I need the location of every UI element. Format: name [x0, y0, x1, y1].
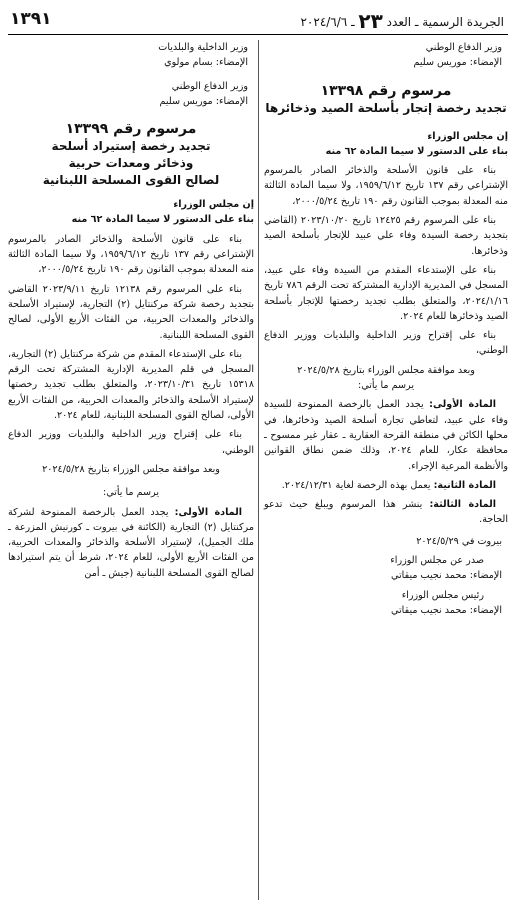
issue-date: ـ ٢٠٢٤/٦/٦	[300, 15, 355, 29]
basis-line: بناء على الدستور لا سيما المادة ٦٢ منه	[71, 214, 254, 226]
preamble-paragraph: بناء على الإستدعاء المقدم من السيدة وفاء علي عبيد، المسجل في المديرية الإدارية المشتركة تحت الرقم ٧٨٦ تاريخ ٢٠٢٤/١/١٦، والمتعلق بطلب تجديد رخصتها للإتجار بأسلحة الصيد وذخائرها للعام ٢٠٢٤.	[264, 264, 509, 322]
decree-title: مرسوم رقم ١٣٣٩٩	[65, 121, 197, 138]
article-text: ينشر هذا المرسوم ويبلغ حيث تدعو الحاجة.	[264, 499, 508, 526]
left-column	[8, 40, 254, 581]
column-divider	[258, 40, 259, 900]
decrees-label: يرسم ما يأتي:	[357, 380, 415, 392]
article-text: يجدد العمل بالرخصة الممنوحة لشركة مركنتايل (٢) التجارية (الكائنة في بيروت ـ كورنيش المزرعة ـ ملك الجميل)، لإستيراد الأسلحة والذخائر والمعدات الحربية، من الفئات الأربع الأولى، للعام ٢٠٢٤، شرط أن يتم استيرادها لصالح القوى المسلحة اللبنانية (جيش ـ أمن	[8, 506, 254, 579]
preamble-paragraph: بناء على قانون الأسلحة والذخائر الصادر بالمرسوم الإشتراعي رقم ١٣٧ تاريخ ١٩٥٩/٦/١٢، ولا سيما المادة الثالثة منه المعدلة بموجب القانون رقم ١٩٠ تاريخ ٢٠٠٠/٥/٢٤،	[8, 233, 254, 276]
decree-subject: تجديد رخصة إستيراد أسلحة	[51, 139, 211, 154]
article-label: المادة الثانية:	[433, 479, 496, 491]
article	[8, 505, 254, 581]
pm-signature: الإمضاء: محمد نجيب ميقاتي	[391, 604, 502, 616]
authority-line: إن مجلس الوزراء	[173, 199, 254, 211]
decree-subject: وذخائر ومعدات حربية	[68, 156, 194, 171]
authority-line: إن مجلس الوزراء	[427, 130, 508, 142]
signature-name: الإمضاء: موريس سليم	[413, 57, 502, 69]
article	[264, 497, 508, 528]
preamble-paragraph: بناء على الإستدعاء المقدم من شركة مركنتايل (٢) التجارية، المسجل في قلم المديرية الإدارية المشتركة تحت الرقم ١٥٣١٨ تاريخ ٢٠٢٣/١٠/٣١، والمتعلق بطلب تجديد رخصتها لإستيراد الأسلحة والذخائر والمعدات الحربية، من الفئات الأربع الأولى، لصالح القوى المسلحة اللبنانية، للعام ٢٠٢٤.	[8, 348, 254, 422]
signature-title: وزير الدفاع الوطني	[171, 80, 248, 92]
decree-subject: لصالح القوى المسلحة اللبنانية	[42, 173, 220, 188]
preamble-paragraph: بناء على المرسوم رقم ١٢٤٢٥ تاريخ ٢٠٢٣/١٠/٢٠ (القاضي بتجديد رخصة السيدة وفاء علي عبيد للإتجار بأسلحة الصيد وذخائرها.	[264, 215, 508, 257]
page-number: ١٣٩١	[10, 9, 52, 29]
signature-name: الإمضاء: موريس سليم	[159, 95, 248, 107]
decree-title: مرسوم رقم ١٣٣٩٨	[320, 82, 452, 99]
pm-title: رئيس مجلس الوزراء	[401, 589, 484, 601]
page-header	[8, 6, 508, 32]
approval-line: وبعد موافقة مجلس الوزراء بتاريخ ٢٠٢٤/٥/٢٨	[42, 463, 220, 475]
article-label: المادة الأولى:	[429, 399, 496, 411]
signature-title: وزير الدفاع الوطني	[425, 42, 502, 53]
decrees-label: يرسم ما يأتي:	[102, 487, 160, 499]
preamble-paragraph: بناء على إقتراح وزير الداخلية والبلديات ووزير الدفاع الوطني،	[8, 429, 254, 456]
basis-line: بناء على الدستور لا سيما المادة ٦٢ منه	[325, 145, 508, 157]
article	[264, 478, 508, 493]
article-text: يجدد العمل بالرخصة الممنوحة للسيدة وفاء علي عبيد، لتعاطي تجارة أسلحة الصيد وذخائرها، في محلها الكائن في منطقة القرحة العقارية ـ عقار غير ممسوح ـ محافظة عكار، للعام ٢٠٢٤، وذلك ضمن نطاق القوانين والأنظمة المرعية الإجراء.	[264, 399, 508, 472]
article	[264, 397, 508, 473]
issue-number: ٢٣	[358, 9, 383, 33]
gazette-name: الجريدة الرسمية ـ العدد	[386, 15, 504, 29]
approval-line: وبعد موافقة مجلس الوزراء بتاريخ ٢٠٢٤/٥/٢٨	[297, 364, 475, 376]
article-label: المادة الثالثة:	[429, 499, 496, 511]
article-text: يعمل بهذه الرخصة لغاية ٢٠٢٤/١٢/٣١.	[281, 479, 431, 491]
right-column	[264, 40, 508, 618]
preamble-paragraph: بناء على المرسوم رقم ١٢١٣٨ تاريخ ٢٠٢٣/٩/١١ القاضي بتجديد رخصة شركة مركنتايل (٢) التجارية، لإستيراد الأسلحة والذخائر والمعدات الحربية، من الفئات الأربع الأولى، لصالح القوى المسلحة اللبنانية.	[8, 283, 254, 341]
header-rule	[8, 34, 508, 35]
issued-by: صدر عن مجلس الوزراء	[390, 555, 484, 567]
decree-subject: تجديد رخصة إتجار بأسلحة الصيد وذخائرها	[265, 100, 507, 115]
preamble-paragraph: بناء على إقتراح وزير الداخلية والبلديات ووزير الدفاع الوطني،	[264, 330, 508, 357]
signature-name: الإمضاء: بسام مولوي	[164, 57, 248, 69]
issued-by-signature: الإمضاء: محمد نجيب ميقاتي	[391, 570, 502, 582]
article-label: المادة الأولى:	[174, 506, 242, 518]
signature-title: وزير الداخلية والبلديات	[158, 42, 248, 53]
place-date: بيروت في ٢٠٢٤/٥/٢٩	[416, 535, 502, 547]
gazette-title	[300, 9, 504, 33]
preamble-paragraph: بناء على قانون الأسلحة والذخائر الصادر بالمرسوم الإشتراعي رقم ١٣٧ تاريخ ١٩٥٩/٦/١٢، ولا سيما المادة الثالثة منه المعدلة بموجب القانون رقم ١٩٠ تاريخ ٢٠٠٠/٥/٢٤،	[264, 165, 508, 207]
